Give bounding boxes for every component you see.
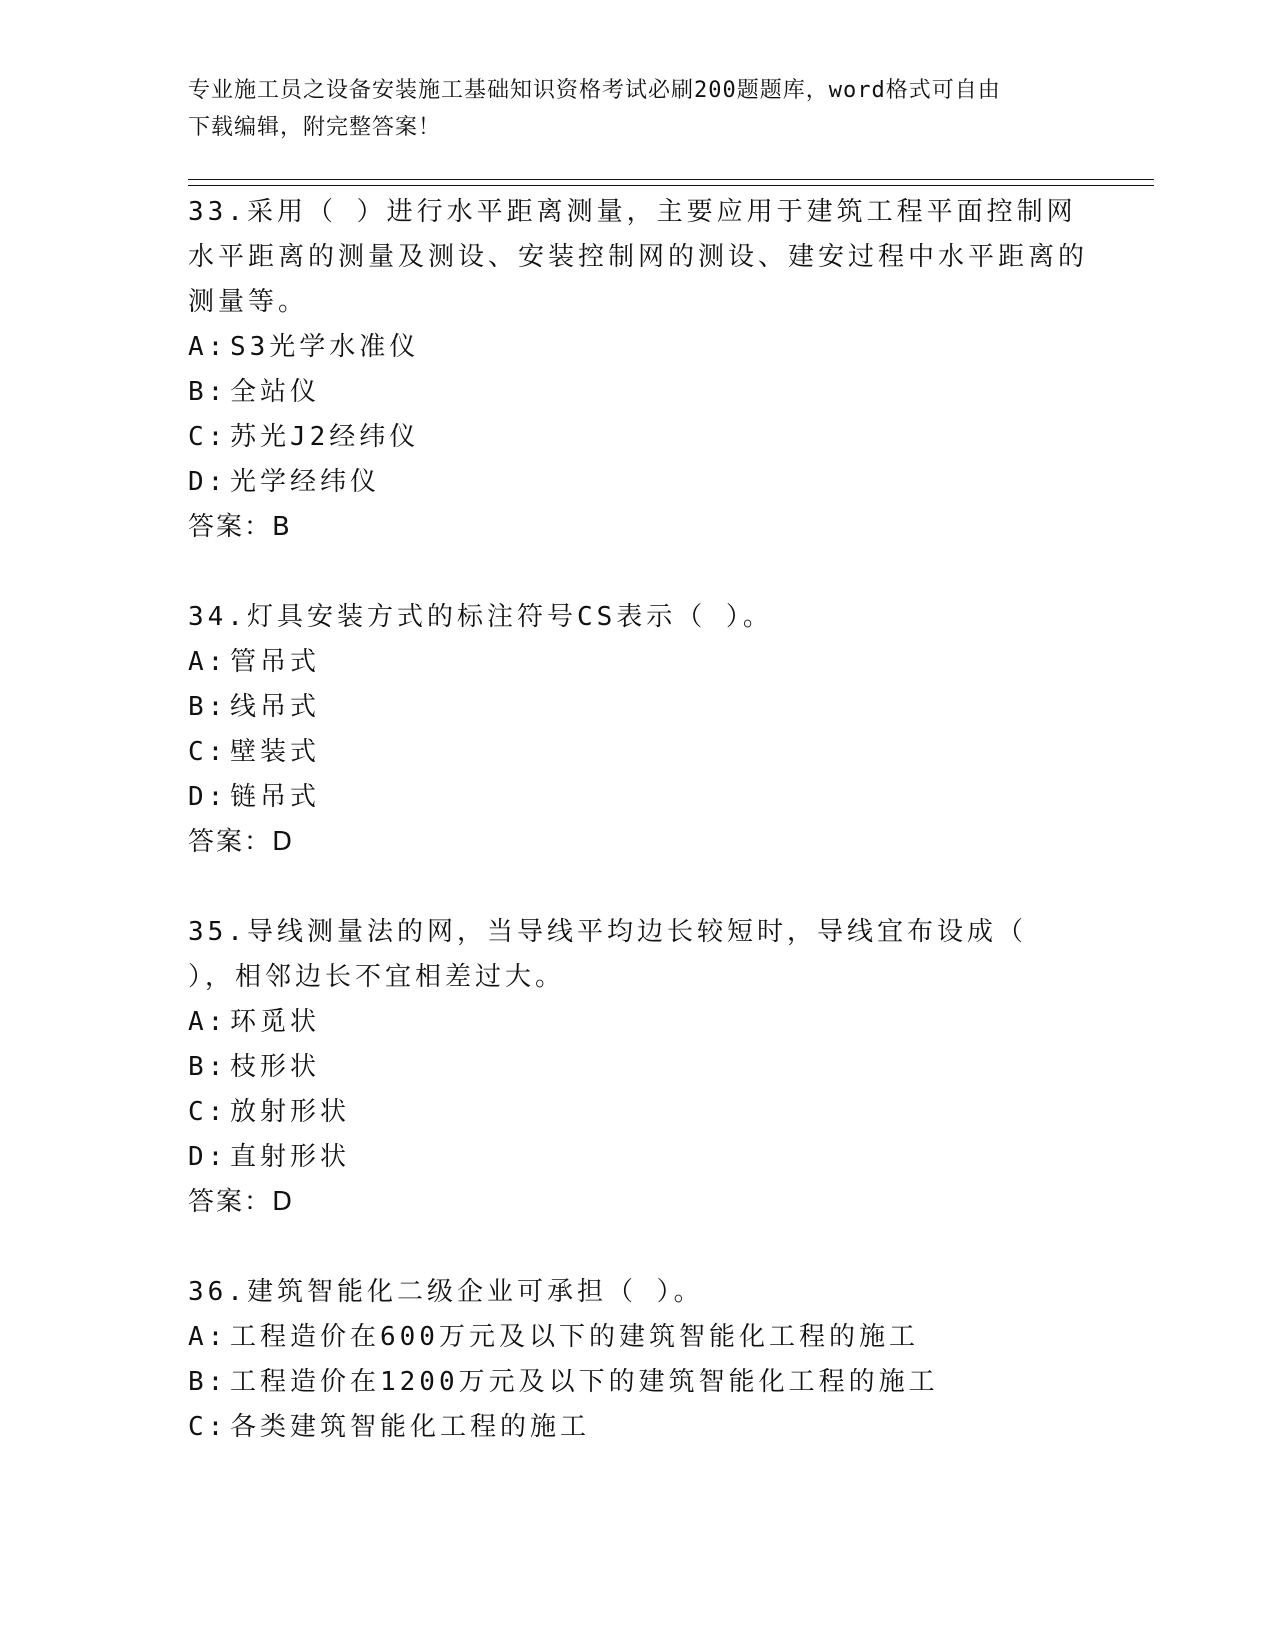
question-number: 34. [188, 602, 247, 632]
option-c [188, 1405, 1088, 1450]
option-text: 直射形状 [230, 1142, 351, 1172]
option-label: C: [188, 1097, 228, 1127]
option-d [188, 460, 1088, 505]
option-label: A: [188, 332, 228, 362]
option-label: B: [188, 692, 228, 722]
document-header [188, 72, 1068, 146]
header-divider-bottom [188, 185, 1154, 186]
option-c [188, 730, 1088, 775]
question-stem [188, 190, 1088, 325]
header-line-1: 专业施工员之设备安装施工基础知识资格考试必刷200题题库，word格式可自由 [188, 78, 1001, 103]
option-text: 管吊式 [230, 647, 321, 677]
option-label: D: [188, 1142, 228, 1172]
option-label: C: [188, 1412, 228, 1442]
option-text: S3光学水准仪 [230, 332, 420, 362]
option-a [188, 1315, 1088, 1360]
option-label: C: [188, 422, 228, 452]
option-a [188, 1000, 1088, 1045]
option-label: B: [188, 377, 228, 407]
question-36 [188, 1270, 1088, 1450]
option-label: A: [188, 1322, 228, 1352]
option-c [188, 1090, 1088, 1135]
question-stem [188, 595, 1088, 640]
option-c [188, 415, 1088, 460]
option-b [188, 685, 1088, 730]
option-label: C: [188, 737, 228, 767]
question-number: 33. [188, 197, 247, 227]
option-text: 链吊式 [230, 782, 321, 812]
answer-line: 答案：B [188, 512, 292, 542]
option-d [188, 775, 1088, 820]
question-34 [188, 595, 1088, 865]
option-label: B: [188, 1367, 228, 1397]
option-text: 放射形状 [230, 1097, 351, 1127]
question-text: 灯具安装方式的标注符号CS表示（ ）。 [246, 602, 773, 632]
question-number: 35. [188, 917, 247, 947]
option-text: 苏光J2经纬仪 [230, 422, 420, 452]
answer-line: 答案：D [188, 1187, 295, 1217]
option-label: A: [188, 1007, 228, 1037]
question-stem [188, 1270, 1088, 1315]
question-text: 采用（ ）进行水平距离测量，主要应用于建筑工程平面控制网水平距离的测量及测设、安装控制网的测设、建安过程中水平距离的测量等。 [188, 197, 1089, 317]
header-line-2: 下载编辑，附完整答案！ [188, 115, 442, 140]
option-a [188, 640, 1088, 685]
option-a [188, 325, 1088, 370]
option-text: 壁装式 [230, 737, 321, 767]
option-text: 环觅状 [230, 1007, 321, 1037]
option-text: 光学经纬仪 [230, 467, 381, 497]
option-label: D: [188, 467, 228, 497]
question-list [188, 190, 1088, 1495]
question-35 [188, 910, 1088, 1225]
question-33 [188, 190, 1088, 550]
option-text: 枝形状 [230, 1052, 321, 1082]
question-text: 建筑智能化二级企业可承担（ ）。 [246, 1277, 704, 1307]
option-label: D: [188, 782, 228, 812]
question-number: 36. [188, 1277, 247, 1307]
option-text: 工程造价在600万元及以下的建筑智能化工程的施工 [230, 1322, 919, 1352]
option-text: 全站仪 [230, 377, 321, 407]
question-text: 导线测量法的网，当导线平均边长较短时，导线宜布设成（ ），相邻边长不宜相差过大。 [188, 917, 1027, 992]
answer-line: 答案：D [188, 827, 295, 857]
option-b [188, 1045, 1088, 1090]
question-stem [188, 910, 1088, 1000]
option-d [188, 1135, 1088, 1180]
option-text: 工程造价在1200万元及以下的建筑智能化工程的施工 [230, 1367, 939, 1397]
option-b [188, 370, 1088, 415]
header-divider-top [188, 179, 1154, 180]
option-b [188, 1360, 1088, 1405]
option-label: A: [188, 647, 228, 677]
option-label: B: [188, 1052, 228, 1082]
option-text: 线吊式 [230, 692, 321, 722]
option-text: 各类建筑智能化工程的施工 [230, 1412, 591, 1442]
